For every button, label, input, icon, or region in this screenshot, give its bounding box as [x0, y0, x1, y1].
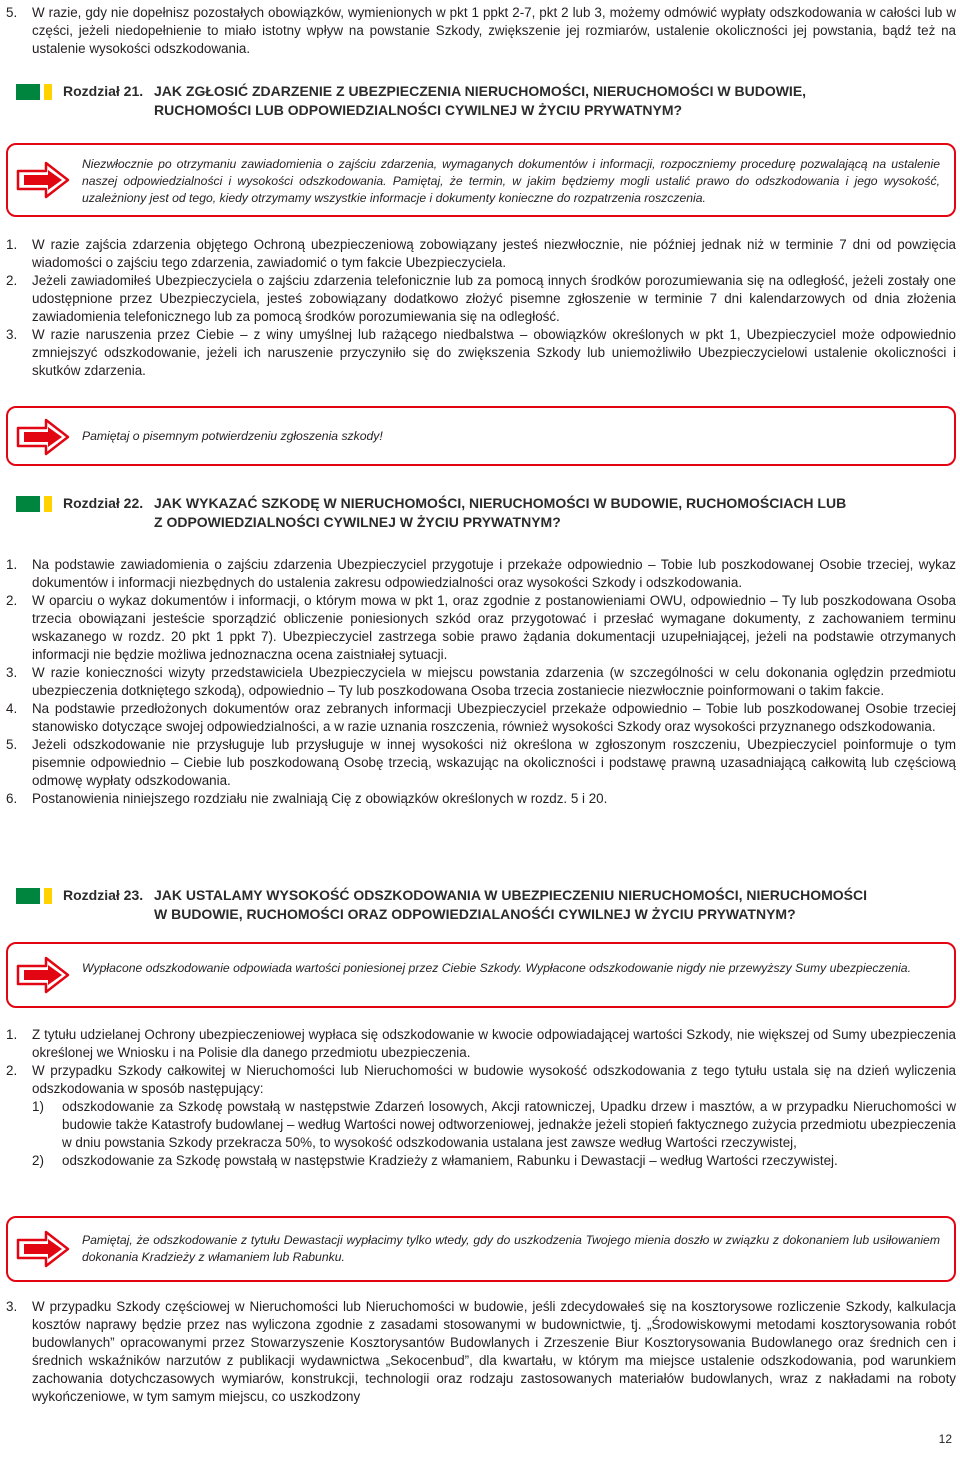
- list-item: 3. W razie konieczności wizyty przedstawiciela Ubezpieczyciela w miejscu powstania zdarzenia (w szczególności w celu dokonania oględzin przedmiotu ubezpieczenia dotkniętego szkodą), odpowiednio – Ty lub poszkodowana Osoba trzecia zostaniecie niezwłocznie poinformowani o takim fakcie.: [6, 665, 956, 698]
- chapter-23-list: [6, 1026, 956, 1170]
- list-item: 1. Na podstawie zawiadomienia o zajściu zdarzenia Ubezpieczyciel przygotuje i przekaże odpowiednio – Tobie lub poszkodowanej Osobie trzeciej, wykaz dokumentów i informacji niezbędnych do ustalenia zakresu odpowiedzialności oraz wysokości Szkody i odszkodowania.: [6, 557, 956, 590]
- sub-list-item: 1) odszkodowanie za Szkodę powstałą w następstwie Zdarzeń losowych, Akcji ratowniczej, Upadku drzew i masztów, a w przypadku Nieruchomości w budowie także Katastrofy budowlanej – według Wartości nowej odtworzeniowej, jednakże jeżeli stopień faktycznego zużycia przedmiotu ubezpieczenia w dniu powstania Szkody przekracza 50%, to wysokość odszkodowania ustalana jest zawsze według Wartości rzeczywistej,: [32, 1099, 956, 1150]
- chapter-number: Rozdział 23.: [63, 887, 144, 903]
- item-number: 5.: [6, 5, 18, 20]
- arrow-right-icon: [16, 956, 70, 994]
- chapter-number: Rozdział 22.: [63, 495, 144, 511]
- list-item: 2. W przypadku Szkody całkowitej w Nieruchomości lub Nieruchomości w budowie wysokość odszkodowania z tego tytułu ustala się na dzień wyliczenia odszkodowania w sposób następujący:: [6, 1063, 956, 1096]
- chapter-marker-icon: [16, 84, 56, 100]
- note-box: [6, 406, 956, 466]
- chapter-23-list-continued: [6, 1298, 956, 1406]
- chapter-title: JAK WYKAZAĆ SZKODĘ W NIERUCHOMOŚCI, NIERUCHOMOŚCI W BUDOWIE, RUCHOMOŚCIACH LUB Z ODPOWIEDZIALNOŚCI CYWILNEJ W ŻYCIU PRYWATNYM?: [154, 495, 847, 530]
- chapter-22-list: [6, 556, 956, 808]
- list-item: 6. Postanowienia niniejszego rozdziału nie zwalniają Cię z obowiązków określonych w rozdz. 5 i 20.: [6, 791, 608, 806]
- list-item: 2. W oparciu o wykaz dokumentów i informacji, o którym mowa w pkt 1, oraz zgodnie z postanowieniami OWU, odpowiednio – Ty lub poszkodowana Osoba trzecia obowiązani jesteście sporządzić obliczenie poniesionych szkód oraz przygotować i przesłać wymagane dokumenty, z zachowaniem terminu wskazanego w rozdz. 20 pkt 1 ppkt 7). Ubezpieczyciel zastrzega sobie prawo żądania dokumentacji uzupełniającej, jeżeli na podstawie otrzymanych informacji nie będzie możliwa jednoznaczna ocena zaistniałej sytuacji.: [6, 593, 956, 662]
- list-item: 5. Jeżeli odszkodowanie nie przysługuje lub przysługuje w innej wysokości niż określona w zgłoszonym roszczeniu, Ubezpieczyciel poinformuje o tym pisemnie odpowiednio – Ciebie lub poszkodowaną Osobę trzecią, wskazując na okoliczności i podstawę prawną uzasadniającą całkowitą lub częściową odmowę wypłaty odszkodowania.: [6, 737, 956, 788]
- list-item: 1. W razie zajścia zdarzenia objętego Ochroną ubezpieczeniową zobowiązany jesteś niezwłocznie, nie później jednak niż w terminie 7 dni od powzięcia wiadomości o zajściu tego zdarzenia, zawiadomić o tym fakcie Ubezpieczyciela.: [6, 237, 956, 270]
- chapter-marker-icon: [16, 888, 56, 904]
- arrow-right-icon: [16, 418, 70, 456]
- note-text: Niezwłocznie po otrzymaniu zawiadomienia o zajściu zdarzenia, wymaganych dokumentów i informacji, rozpoczniemy procedurę pozwalającą na ustalenie naszej odpowiedzialności i wysokości odszkodowania. Pamiętaj, że termin, w jakim będziemy mogli ustalić prawo do odszkodowania i jego wysokość, uzależniony jest od tego, kiedy otrzymamy wszystkie informacje i dokumenty konieczne do rozpatrzenia roszczenia.: [82, 157, 940, 205]
- list-item: 1. Z tytułu udzielanej Ochrony ubezpieczeniowej wypłaca się odszkodowanie w kwocie odpowiadającej wartości Szkody, nie większej od Sumy ubezpieczenia określonej we Wniosku i na Polisie dla danego przedmiotu ubezpieczenia.: [6, 1027, 956, 1060]
- chapter-23-heading: [16, 886, 940, 924]
- list-item: [6, 4, 956, 58]
- arrow-right-icon: [16, 1230, 70, 1268]
- note-box: [6, 942, 956, 1008]
- list-item: 4. Na podstawie przedłożonych dokumentów oraz zebranych informacji Ubezpieczyciel przekaże odpowiednio – Tobie lub poszkodowanej Osobie trzeciej stanowisko dotyczące swojej odpowiedzialności, a w razie uznania roszczenia, również wysokości Szkody oraz wysokości przyznanego odszkodowania.: [6, 701, 956, 734]
- list-item: 3. W przypadku Szkody częściowej w Nieruchomości lub Nieruchomości w budowie, jeśli zdecydowałeś się na kosztorysowe rozliczenie Szkody, kalkulacja kosztów naprawy będzie przez nas wyliczona zgodnie z zasadami stosowanymi w budownictwie, tj. „Środowiskowymi metodami kosztorysowania robót budowlanych” opracowanymi przez Stowarzyszenie Kosztorysantów Budowlanych i Zrzeszenie Biur Kosztorysowania Budowlanego oraz średnich cen i średnich wskaźników narzutów z publikacji wydawnictwa „Sekocenbud”, dla kwartału, w którym ma miejsce ustalenie odszkodowania, pod warunkiem zachowania dotychczasowych wymiarów, konstrukcji, technologii oraz rodzaju zastosowanych materiałów budowlanych, wraz z nakładami na roboty wykończeniowe, w tym samym miejscu, co uszkodzony: [6, 1299, 956, 1404]
- top-section: [6, 4, 956, 58]
- arrow-right-icon: [16, 161, 70, 199]
- note-text: Pamiętaj o pisemnym potwierdzeniu zgłoszenia szkody!: [82, 429, 383, 443]
- note-text: Pamiętaj, że odszkodowanie z tytułu Dewastacji wypłacimy tylko wtedy, gdy do uszkodzenia Twojego mienia doszło w związku z dokonaniem lub usiłowaniem dokonania Kradzieży z włamaniem lub Rabunku.: [82, 1233, 940, 1264]
- item-text: W razie, gdy nie dopełnisz pozostałych obowiązków, wymienionych w pkt 1 ppkt 2-7, pkt 2 lub 3, możemy odmówić wypłaty odszkodowania w całości lub w części, jeżeli niedopełnienie to miało istotny wpływ na powstanie Szkody, zwiększenie jej rozmiarów, ustalenie okoliczności jej powstania, bądź też na ustalenie wysokości odszkodowania.: [32, 5, 956, 56]
- sub-list-item: 2) odszkodowanie za Szkodę powstałą w następstwie Kradzieży z włamaniem, Rabunku i Dewastacji – według Wartości rzeczywistej.: [32, 1153, 838, 1168]
- list-item: 3. W razie naruszenia przez Ciebie – z winy umyślnej lub rażącego niedbalstwa – obowiązków określonych w pkt 1, Ubezpieczyciel może odpowiednio zmniejszyć odszkodowanie, jeżeli ich naruszenie przyczyniło się do zwiększenia Szkody lub uniemożliwiło Ubezpieczycielowi ustalenie okoliczności i skutków zdarzenia.: [6, 327, 956, 378]
- chapter-21-heading: [16, 82, 940, 120]
- list-item: 2. Jeżeli zawiadomiłeś Ubezpieczyciela o zajściu zdarzenia telefonicznie lub za pomocą innych środków porozumiewania się na odległość, jeżeli zostały one udostępnione przez Ubezpieczyciela, jesteś zobowiązany dodatkowo złożyć pisemne zgłoszenie w terminie 7 dni kalendarzowych od dnia złożenia zawiadomienia telefonicznego lub za pomocą środków porozumiewania się na odległość.: [6, 273, 956, 324]
- note-box: [6, 143, 956, 217]
- chapter-21-list: [6, 236, 956, 380]
- chapter-number: Rozdział 21.: [63, 83, 144, 99]
- chapter-title: JAK ZGŁOSIĆ ZDARZENIE Z UBEZPIECZENIA NIERUCHOMOŚCI, NIERUCHOMOŚCI W BUDOWIE, RUCHOMOŚCI LUB ODPOWIEDZIALNOŚCI CYWILNEJ W ŻYCIU PRYWATNYM?: [154, 83, 807, 118]
- page-number: 12: [938, 1432, 952, 1446]
- note-text: Wypłacone odszkodowanie odpowiada wartości poniesionej przez Ciebie Szkody. Wypłacone odszkodowanie nigdy nie przewyższy Sumy ubezpieczenia.: [82, 961, 911, 975]
- note-box: [6, 1216, 956, 1282]
- chapter-title: JAK USTALAMY WYSOKOŚĆ ODSZKODOWANIA W UBEZPIECZENIU NIERUCHOMOŚCI, NIERUCHOMOŚCI W BUDOWIE, RUCHOMOŚCI ORAZ ODPOWIEDZIALANOŚĆI CYWILNEJ W ŻYCIU PRYWATNYM?: [154, 887, 867, 922]
- chapter-marker-icon: [16, 496, 56, 512]
- chapter-22-heading: [16, 494, 940, 532]
